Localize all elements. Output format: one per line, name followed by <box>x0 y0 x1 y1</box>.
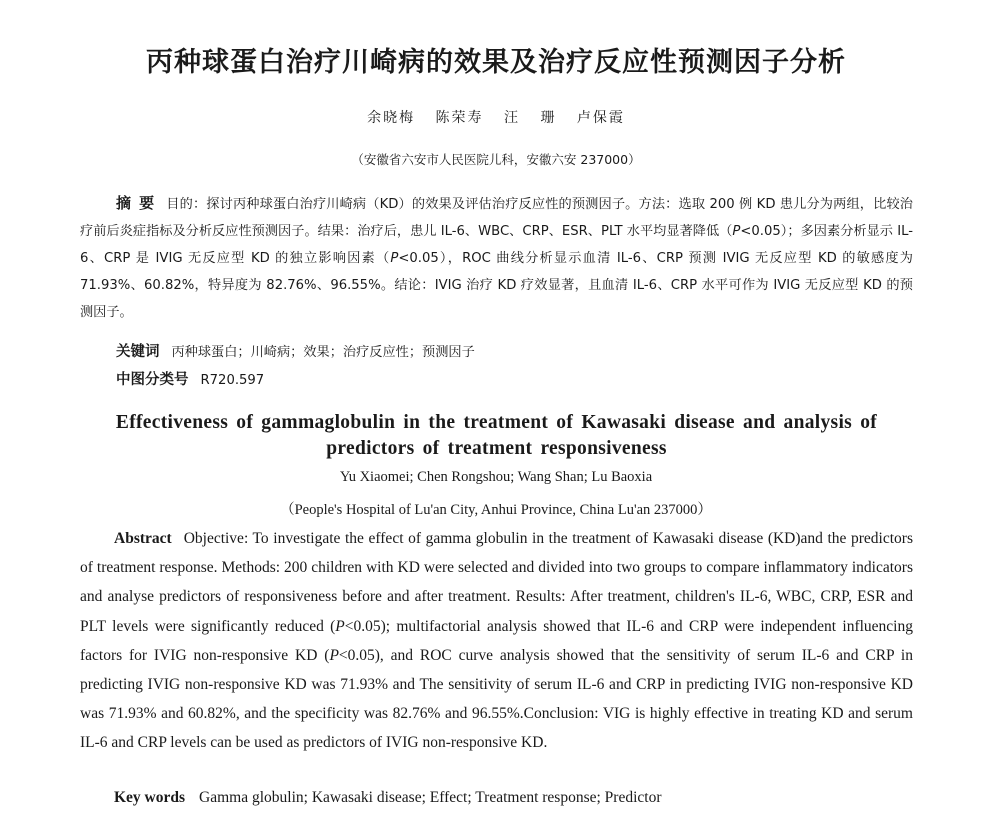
chinese-p-symbol-2: P <box>390 251 399 266</box>
classification-label: 中图分类号 <box>116 372 189 388</box>
english-keywords <box>114 789 914 807</box>
chinese-abstract <box>80 190 913 326</box>
english-keywords-label: Key words <box>114 789 186 806</box>
english-abstract-text-3: <0.05), and ROC curve analysis showed that the sensitivity of serum IL-6 and CRP in predicting IVIG non-responsive KD was 71.93% and The sensitivity of serum IL-6 and CRP in predicting IVIG non-responsive KD was 71.93% and 60.82%, and the specificity was 82.76% and 96.55%.Conclusion: VIG is highly effective in treating KD and serum IL-6 and CRP levels can be used as predictors of IVIG non-responsive KD. <box>80 646 913 752</box>
chinese-keywords <box>116 340 916 361</box>
chinese-abstract-label: 摘要 <box>116 194 163 212</box>
english-p-symbol-2: P <box>329 646 339 664</box>
english-abstract-text-1: Objective: To investigate the effect of gamma globulin in the treatment of Kawasaki disease (KD)and the predictors of treatment response. Methods: 200 children with KD were selected and divided into two groups to compare inflammatory indicators and analyse predictors of responsiveness before and after treatment. Results: After treatment, children's IL-6, WBC, CRP, ESR and PLT levels were significantly reduced ( <box>80 530 913 635</box>
english-affiliation: （People's Hospital of Lu'an City, Anhui Province, China Lu'an 237000） <box>280 502 712 518</box>
chinese-title: 丙种球蛋白治疗川崎病的效果及治疗反应性预测因子分析 <box>146 47 846 78</box>
chinese-keywords-label: 关键词 <box>116 344 160 360</box>
english-abstract <box>80 524 913 758</box>
chinese-abstract-text-3: <0.05），ROC 曲线分析显示血清 IL-6、CRP 预测 IVIG 无反应型 KD 的敏感度为 71.93%、60.82%，特异度为 82.76%、96.55%。结论：IVIG 治疗 KD 疗效显著，且血清 IL-6、CRP 水平可作为 IVIG 无反应型 KD 的预测因子。 <box>80 251 913 320</box>
english-keywords-text: Gamma globulin; Kawasaki disease; Effect; Treatment response; Predictor <box>199 789 662 806</box>
chinese-authors: 余晓梅 陈荣寿 汪 珊 卢保霞 <box>367 110 625 126</box>
english-title: Effectiveness of gammaglobulin in the treatment of Kawasaki disease and analysis of predictors of treatment responsiveness <box>115 412 878 459</box>
english-p-symbol-1: P <box>335 617 345 635</box>
classification-number: R720.597 <box>200 373 265 388</box>
english-abstract-label: Abstract <box>114 530 172 547</box>
chinese-keywords-text: 丙种球蛋白；川崎病；效果；治疗反应性；预测因子 <box>171 345 475 360</box>
chinese-abstract-text-1: 目的：探讨丙种球蛋白治疗川崎病（KD）的效果及评估治疗反应性的预测因子。方法：选取 200 例 KD 患儿分为两组，比较治疗前后炎症指标及分析反应性预测因子。结果：治疗后，患儿 IL-6、WBC、CRP、ESR、PLT 水平均显著降低（ <box>80 197 913 239</box>
chinese-p-symbol-1: P <box>732 224 741 239</box>
english-abstract-text-2: <0.05); multifactorial analysis showed that IL-6 and CRP were independent influencing factors for IVIG non-responsive KD ( <box>80 617 913 664</box>
chinese-abstract-text-2: <0.05）；多因素分析显示 IL-6、CRP 是 IVIG 无反应型 KD 的独立影响因素（ <box>80 224 913 266</box>
chinese-affiliation: （安徽省六安市人民医院儿科，安徽六安 237000） <box>351 152 641 167</box>
english-authors: Yu Xiaomei; Chen Rongshou; Wang Shan; Lu Baoxia <box>339 469 653 485</box>
chinese-classification <box>116 368 916 389</box>
